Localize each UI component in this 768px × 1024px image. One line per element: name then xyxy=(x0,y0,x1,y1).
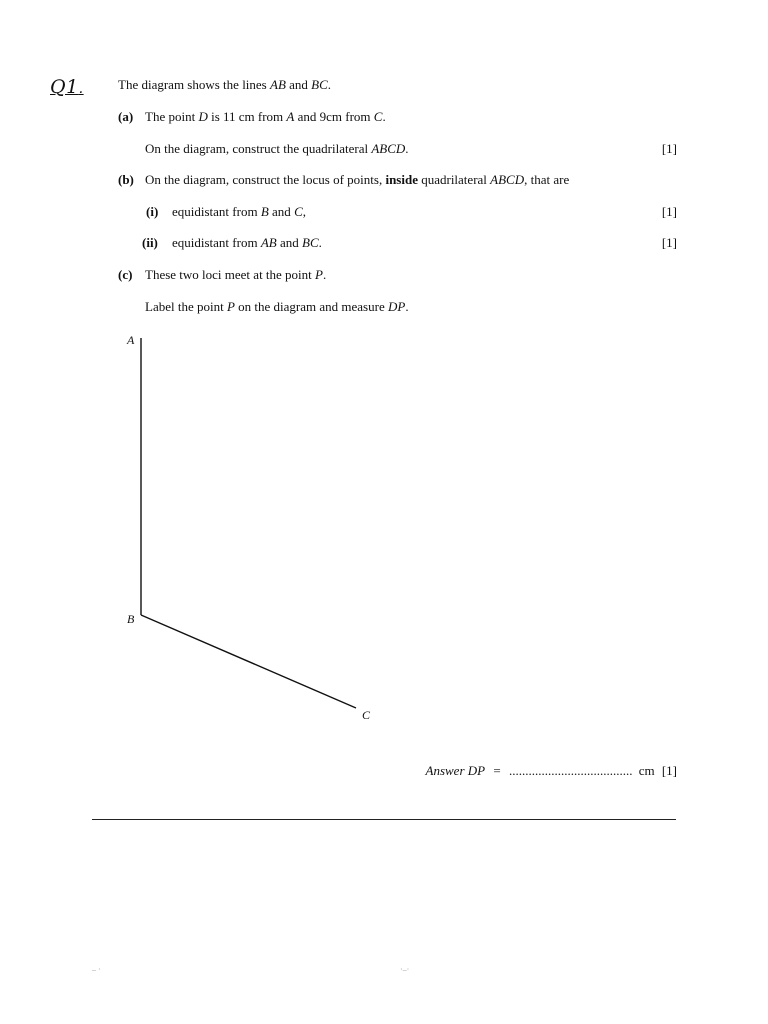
part-a-line1: The point D is 11 cm from A and 9cm from C. xyxy=(145,109,386,124)
part-a-line2: On the diagram, construct the quadrilateral ABCD. xyxy=(145,141,409,156)
part-c-line2: Label the point P on the diagram and measure DP. xyxy=(145,299,409,314)
point-b-label: B xyxy=(127,612,135,626)
answer-label: Answer DP xyxy=(425,763,486,778)
part-c-label: (c) xyxy=(118,267,133,282)
line-bc xyxy=(141,615,356,708)
part-c-line1: These two loci meet at the point P. xyxy=(145,267,327,282)
answer-marks: [1] xyxy=(661,763,677,778)
answer-blank[interactable]: ...................................... xyxy=(508,763,633,778)
answer-unit: cm xyxy=(638,763,655,778)
part-b-ii-text: equidistant from AB and BC. xyxy=(172,235,322,250)
question-intro: The diagram shows the lines AB and BC. xyxy=(118,77,332,92)
part-b-ii-label: (ii) xyxy=(142,235,158,250)
part-b-ii-marks: [1] xyxy=(661,235,677,250)
point-a-label: A xyxy=(127,333,135,347)
part-b-i-text: equidistant from B and C, xyxy=(172,204,306,219)
footer-mark-center: ·–· xyxy=(400,965,410,974)
part-b-line1: On the diagram, construct the locus of points, inside quadrilateral ABCD, that are xyxy=(145,172,570,187)
part-b-i-marks: [1] xyxy=(661,204,677,219)
section-divider xyxy=(92,819,676,820)
part-b-label: (b) xyxy=(118,172,134,187)
footer-mark-left: – · xyxy=(92,965,101,974)
question-number: Q1. xyxy=(50,76,84,98)
point-c-label: C xyxy=(362,708,371,722)
answer-equals: = xyxy=(493,763,501,778)
part-a-marks: [1] xyxy=(661,141,677,156)
part-b-i-label: (i) xyxy=(146,204,159,219)
answer-line xyxy=(426,763,678,779)
part-a-label: (a) xyxy=(118,109,134,124)
